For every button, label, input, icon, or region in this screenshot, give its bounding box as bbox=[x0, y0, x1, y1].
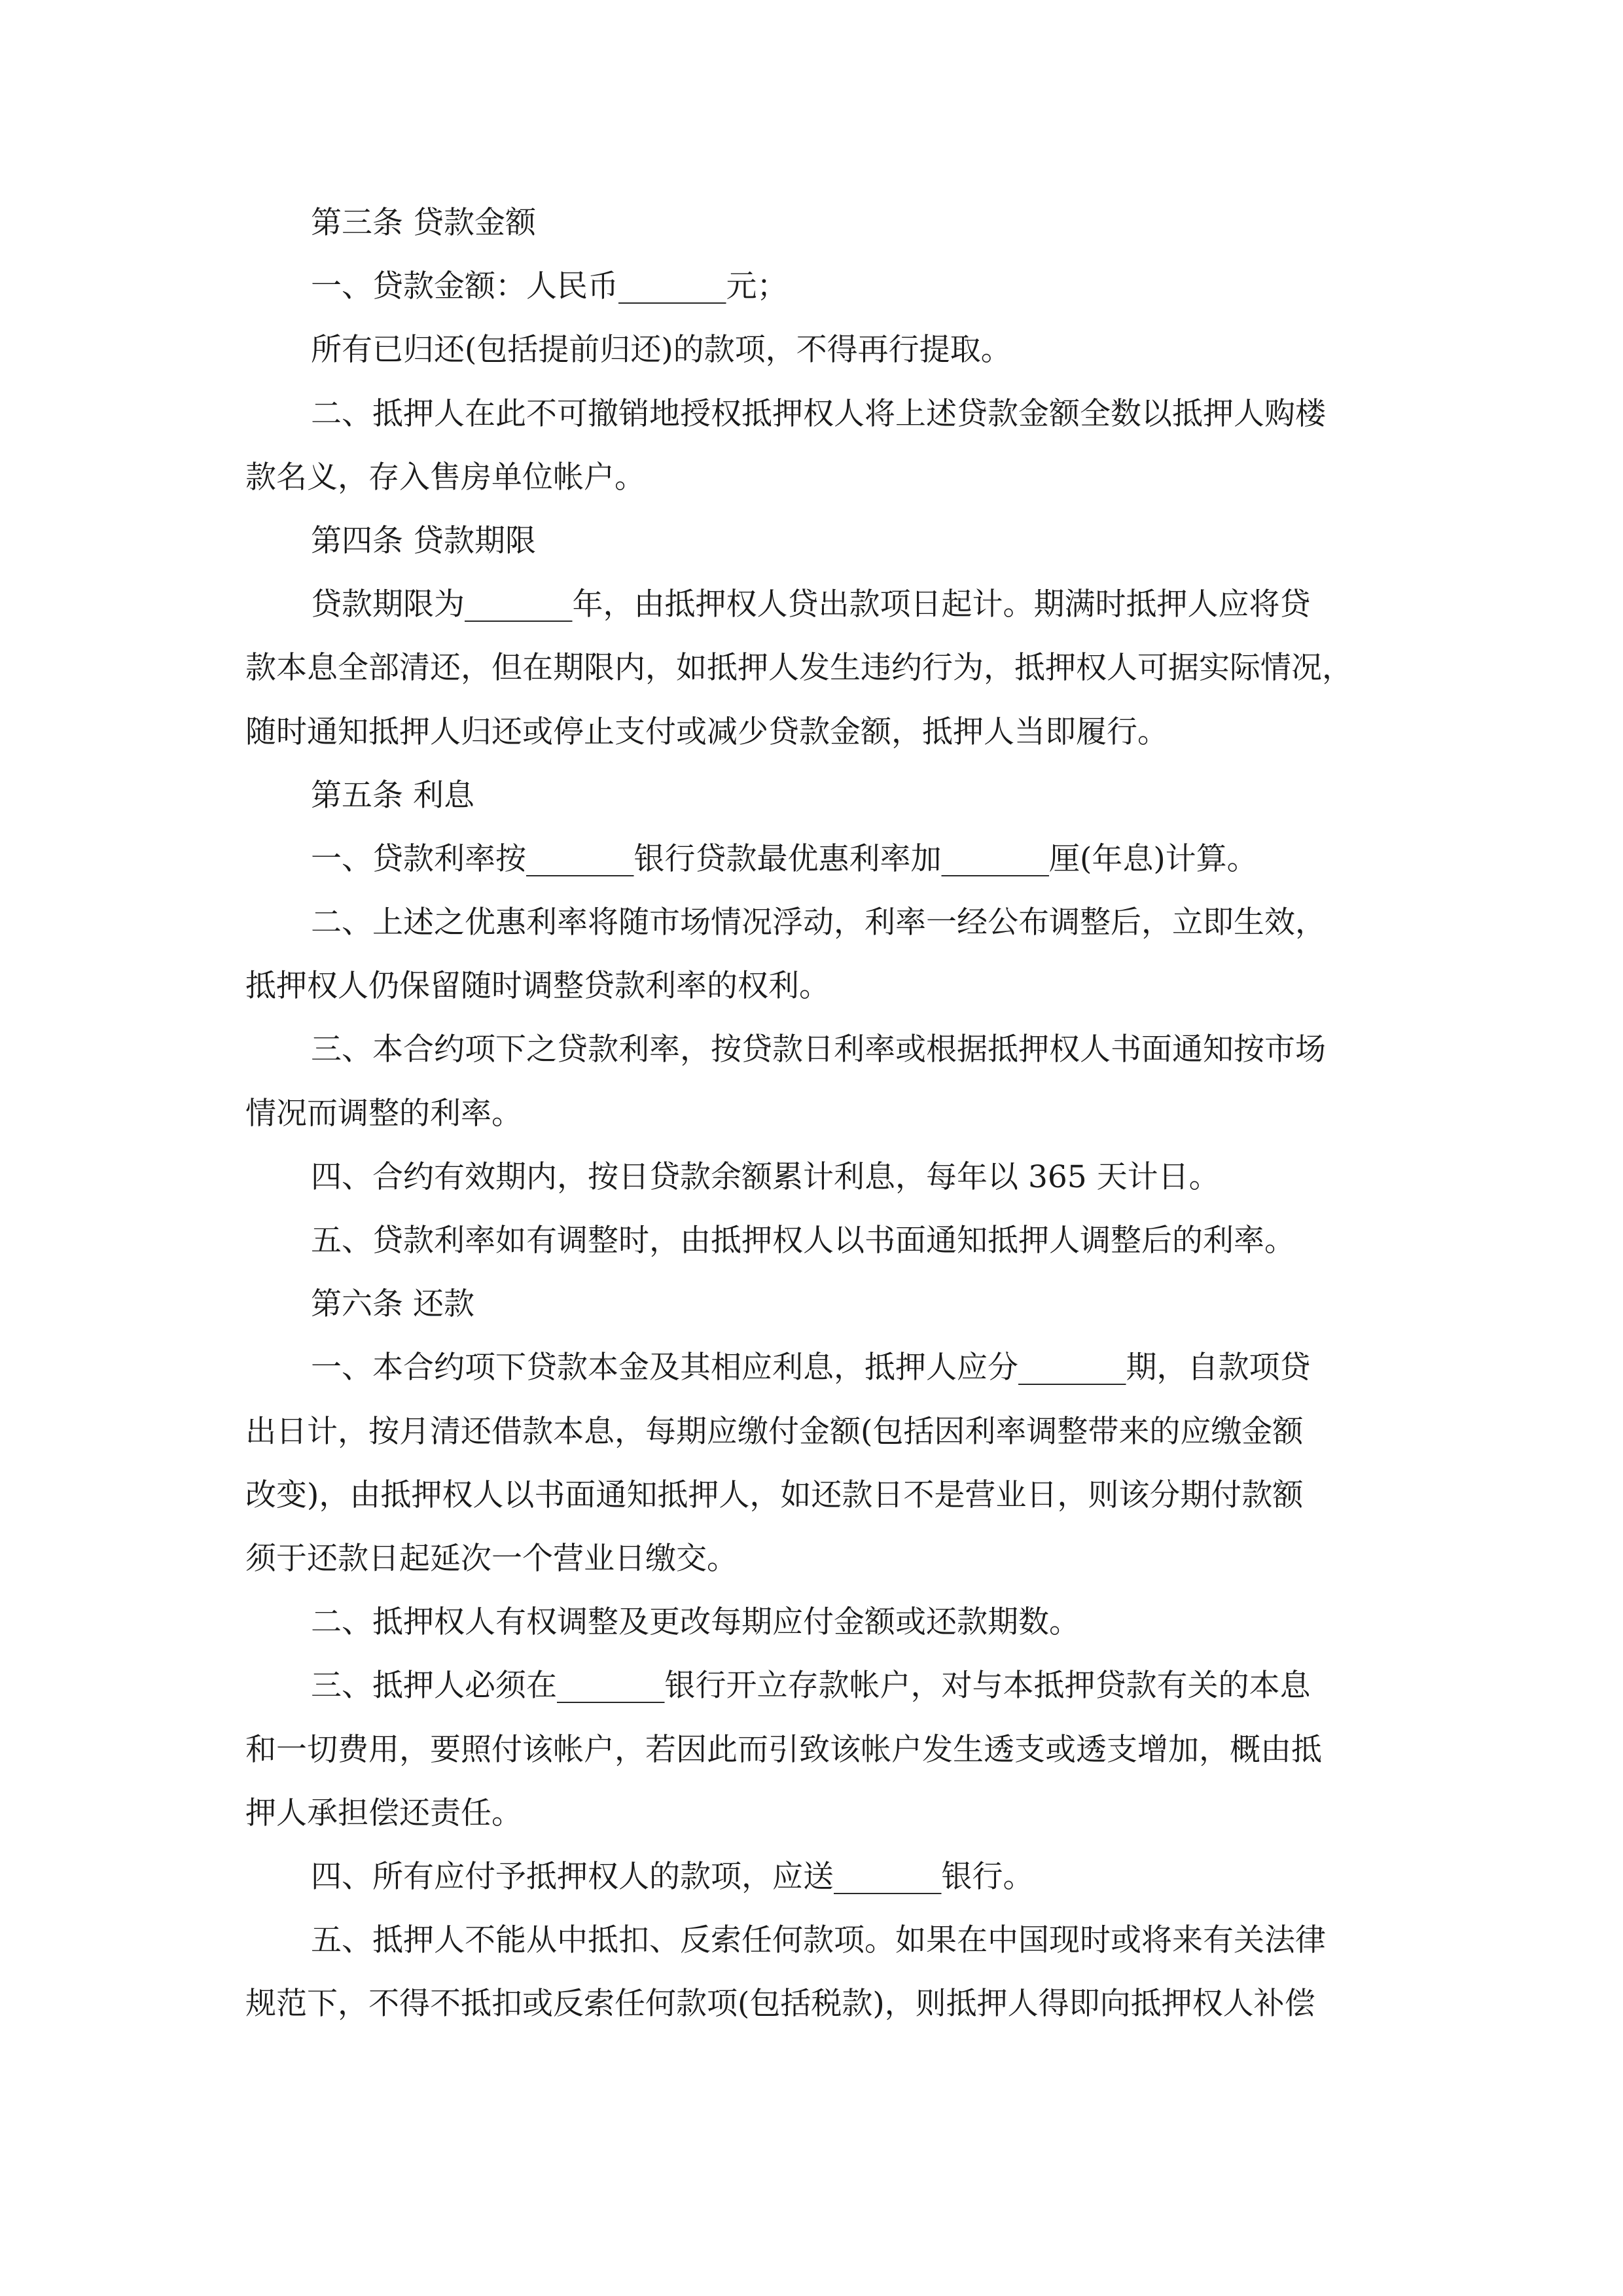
paragraph-line: 须于还款日起延次一个营业日缴交。 bbox=[245, 1540, 738, 1577]
paragraph-line: 情况而调整的利率。 bbox=[245, 1095, 522, 1132]
paragraph-line: 二、抵押人在此不可撤销地授权抵押权人将上述贷款金额全数以抵押人购楼 bbox=[311, 395, 1326, 432]
paragraph-line: 和一切费用，要照付该帐户，若因此而引致该帐户发生透支或透支增加，概由抵 bbox=[245, 1731, 1322, 1768]
paragraph-line: 规范下，不得不抵扣或反索任何款项(包括税款)，则抵押人得即向抵押权人补偿 bbox=[245, 1986, 1315, 2022]
paragraph-line: 款本息全部清还，但在期限内，如抵押人发生违约行为，抵押权人可据实际情况， bbox=[245, 650, 1353, 687]
paragraph-line: 所有已归还(包括提前归还)的款项，不得再行提取。 bbox=[311, 332, 1012, 368]
paragraph-line: 五、抵押人不能从中抵扣、反索任何款项。如果在中国现时或将来有关法律 bbox=[311, 1922, 1326, 1959]
document-page bbox=[245, 191, 1381, 2036]
paragraph-line: 贷款期限为_______年，由抵押权人贷出款项日起计。期满时抵押人应将贷 bbox=[311, 586, 1311, 623]
article-3-heading: 第三条 贷款金额 bbox=[311, 205, 536, 241]
paragraph-line: 一、贷款金额：人民币_______元； bbox=[311, 268, 788, 305]
paragraph-line: 四、所有应付予抵押权人的款项，应送_______银行。 bbox=[311, 1858, 1034, 1895]
paragraph-line: 押人承担偿还责任。 bbox=[245, 1795, 522, 1831]
paragraph-line: 出日计，按月清还借款本息，每期应缴付金额(包括因利率调整带来的应缴金额 bbox=[245, 1413, 1304, 1450]
paragraph-line: 三、抵押人必须在_______银行开立存款帐户，对与本抵押贷款有关的本息 bbox=[311, 1668, 1311, 1704]
paragraph-line: 随时通知抵押人归还或停止支付或减少贷款金额，抵押人当即履行。 bbox=[245, 713, 1168, 750]
paragraph-line: 五、贷款利率如有调整时，由抵押权人以书面通知抵押人调整后的利率。 bbox=[311, 1223, 1295, 1259]
article-4-heading: 第四条 贷款期限 bbox=[311, 522, 536, 559]
paragraph-line: 改变)，由抵押权人以书面通知抵押人，如还款日不是营业日，则该分期付款额 bbox=[245, 1477, 1304, 1513]
paragraph-line: 二、上述之优惠利率将随市场情况浮动，利率一经公布调整后，立即生效， bbox=[311, 905, 1326, 941]
article-6-heading: 第六条 还款 bbox=[311, 1286, 474, 1323]
paragraph-line: 一、贷款利率按_______银行贷款最优惠利率加_______厘(年息)计算。 bbox=[311, 840, 1258, 877]
paragraph-line: 四、合约有效期内，按日贷款余额累计利息，每年以 365 天计日。 bbox=[311, 1158, 1220, 1195]
paragraph-line: 款名义，存入售房单位帐户。 bbox=[245, 459, 645, 495]
paragraph-line: 抵押权人仍保留随时调整贷款利率的权利。 bbox=[245, 968, 830, 1005]
paragraph-line: 三、本合约项下之贷款利率，按贷款日利率或根据抵押权人书面通知按市场 bbox=[311, 1031, 1326, 1068]
paragraph-line: 二、抵押权人有权调整及更改每期应付金额或还款期数。 bbox=[311, 1604, 1080, 1641]
paragraph-line: 一、本合约项下贷款本金及其相应利息，抵押人应分_______期，自款项贷 bbox=[311, 1350, 1311, 1386]
article-5-heading: 第五条 利息 bbox=[311, 777, 474, 814]
